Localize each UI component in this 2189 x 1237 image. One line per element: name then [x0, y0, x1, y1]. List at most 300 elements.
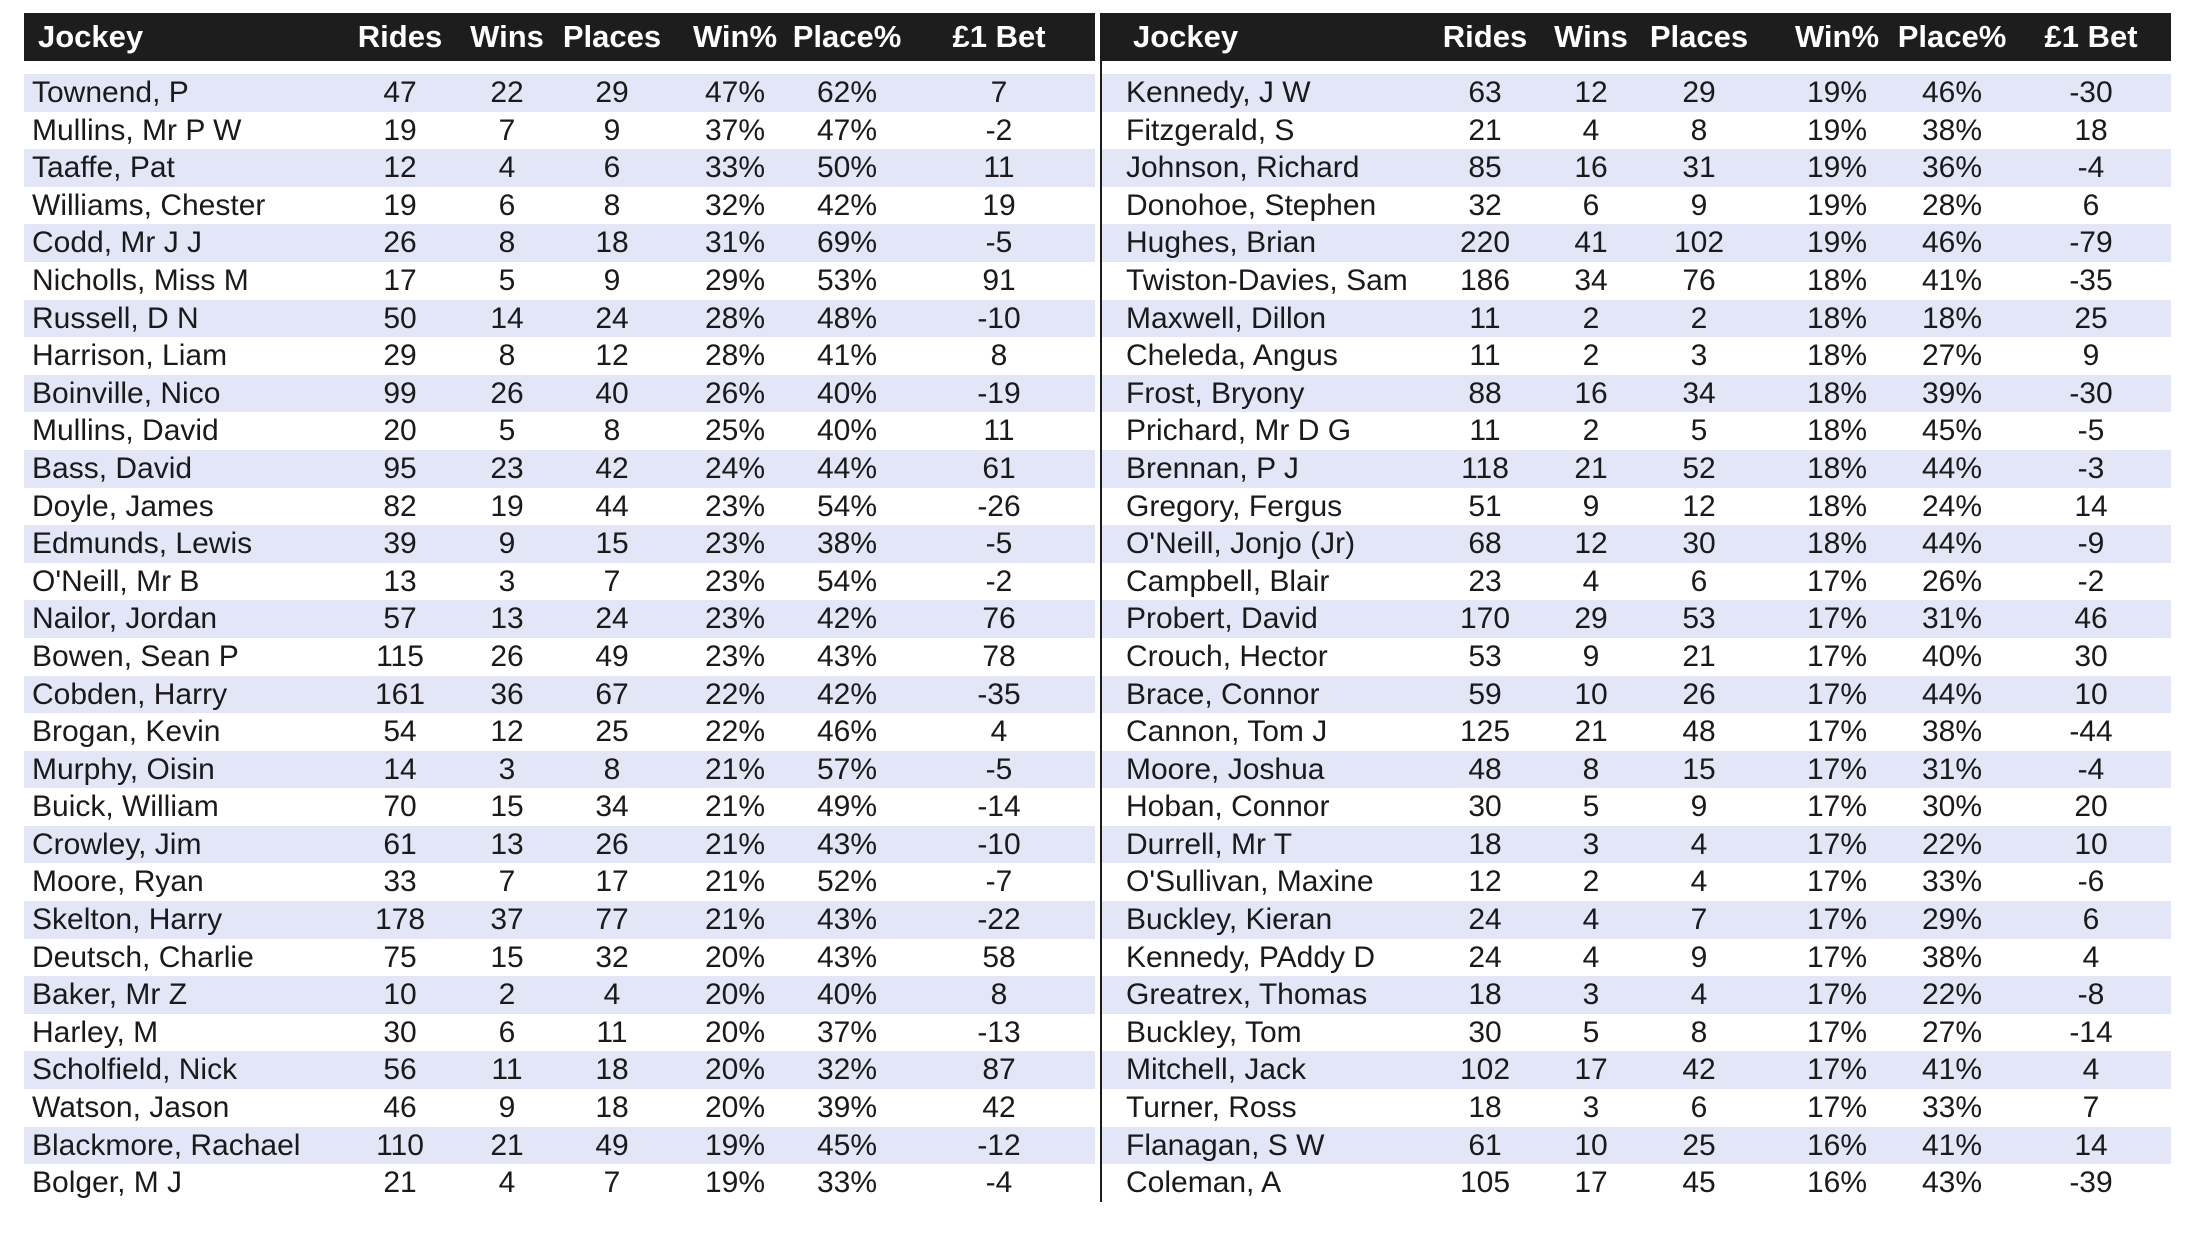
jockey-cell: Gregory, Fergus [1126, 489, 1343, 523]
win-pct-cell: 17% [1806, 940, 1868, 974]
wins-cell: 13 [490, 827, 524, 861]
table-row [1102, 1127, 2171, 1165]
jockey-cell: Turner, Ross [1126, 1091, 1297, 1125]
table-row [1102, 600, 2171, 638]
jockey-cell: O'Neill, Jonjo (Jr) [1126, 527, 1356, 561]
jockey-cell: Mullins, Mr P W [32, 113, 242, 147]
bet-cell: 8 [990, 339, 1008, 373]
rides-cell: 11 [1469, 301, 1501, 335]
place-pct-cell: 36% [1921, 151, 1983, 185]
jockey-cell: Moore, Ryan [32, 865, 204, 899]
place-pct-cell: 50% [816, 151, 878, 185]
places-cell: 53 [1682, 602, 1716, 636]
left-header-row [24, 13, 1095, 61]
jockey-cell: Maxwell, Dillon [1126, 301, 1327, 335]
table-row [1102, 149, 2171, 187]
bet-cell: 6 [2082, 188, 2100, 222]
bet-cell: 14 [2074, 1128, 2108, 1162]
place-pct-cell: 24% [1921, 489, 1983, 523]
bet-cell: 14 [2074, 489, 2108, 523]
win-pct-cell: 19% [1806, 188, 1868, 222]
rides-cell: 59 [1468, 677, 1502, 711]
bet-cell: -4 [2077, 752, 2105, 786]
wins-cell: 14 [490, 301, 524, 335]
win-pct-cell: 20% [704, 1053, 766, 1087]
wins-cell: 41 [1574, 226, 1608, 260]
bet-cell: -10 [977, 301, 1021, 335]
table-row [1102, 976, 2171, 1014]
jockey-cell: Mullins, David [32, 414, 219, 448]
table-row [24, 525, 1095, 563]
table-row [1102, 112, 2171, 150]
rides-cell: 63 [1468, 76, 1502, 109]
places-cell: 8 [1690, 113, 1708, 147]
wins-cell: 3 [1582, 827, 1600, 861]
place-pct-cell: 54% [816, 564, 878, 598]
rides-cell: 54 [383, 715, 417, 749]
places-cell: 8 [603, 188, 621, 222]
places-cell: 8 [1690, 1015, 1708, 1049]
jockey-cell: Cannon, Tom J [1126, 715, 1328, 749]
header-win-pct: Win% [692, 19, 778, 54]
places-cell: 8 [603, 752, 621, 786]
bet-cell: -7 [985, 865, 1013, 899]
jockey-cell: Harley, M [32, 1015, 159, 1049]
place-pct-cell: 33% [1921, 1091, 1983, 1125]
place-pct-cell: 27% [1921, 339, 1983, 373]
rides-cell: 39 [383, 527, 417, 561]
win-pct-cell: 24% [704, 451, 766, 485]
bet-cell: -79 [2069, 226, 2113, 260]
table-row [24, 262, 1095, 300]
place-pct-cell: 40% [816, 376, 878, 410]
rides-cell: 17 [383, 263, 417, 297]
rides-cell: 75 [383, 940, 417, 974]
bet-cell: -19 [977, 376, 1021, 410]
table-row [24, 112, 1095, 150]
table-row [24, 488, 1095, 526]
place-pct-cell: 46% [816, 715, 878, 749]
win-pct-cell: 17% [1806, 1015, 1868, 1049]
table-row [24, 300, 1095, 338]
bet-cell: -5 [985, 752, 1013, 786]
wins-cell: 12 [1574, 527, 1608, 561]
wins-cell: 6 [1582, 188, 1600, 222]
jockey-cell: Watson, Jason [32, 1091, 230, 1125]
place-pct-cell: 69% [816, 226, 878, 260]
bet-cell: -30 [2069, 376, 2113, 410]
places-cell: 7 [1690, 903, 1708, 937]
bet-cell: -14 [977, 790, 1021, 824]
jockey-cell: Brace, Connor [1126, 677, 1320, 711]
places-cell: 24 [595, 301, 629, 335]
win-pct-cell: 17% [1806, 978, 1868, 1012]
rides-cell: 70 [383, 790, 417, 824]
wins-cell: 3 [498, 564, 516, 598]
place-pct-cell: 41% [1921, 1128, 1983, 1162]
places-cell: 7 [603, 564, 621, 598]
wins-cell: 36 [490, 677, 524, 711]
table-row [24, 337, 1095, 375]
table-row [24, 74, 1095, 112]
wins-cell: 21 [1574, 715, 1608, 749]
places-cell: 32 [595, 940, 629, 974]
places-cell: 15 [595, 527, 629, 561]
place-pct-cell: 31% [1921, 752, 1983, 786]
jockey-cell: Cobden, Harry [32, 677, 228, 711]
table-row [1102, 525, 2171, 563]
table-row [1102, 751, 2171, 789]
places-cell: 12 [595, 339, 629, 373]
header-rides: Rides [357, 19, 443, 54]
rides-cell: 11 [1469, 414, 1501, 448]
place-pct-cell: 26% [1921, 564, 1983, 598]
bet-cell: 6 [2082, 903, 2100, 937]
rides-cell: 24 [1468, 903, 1502, 937]
jockey-cell: Crowley, Jim [32, 827, 202, 861]
rides-cell: 50 [383, 301, 417, 335]
win-pct-cell: 17% [1806, 564, 1868, 598]
rides-cell: 13 [383, 564, 417, 598]
header-bet: £1 Bet [2044, 19, 2138, 54]
bet-cell: 46 [2074, 602, 2108, 636]
jockey-cell: Russell, D N [32, 301, 199, 335]
jockey-cell: Donohoe, Stephen [1126, 188, 1377, 222]
table-row [24, 788, 1095, 826]
places-cell: 9 [603, 263, 621, 297]
bet-cell: -44 [2069, 715, 2113, 749]
rides-cell: 30 [1468, 1015, 1502, 1049]
places-cell: 4 [1690, 827, 1708, 861]
places-cell: 18 [595, 226, 629, 260]
win-pct-cell: 18% [1806, 527, 1868, 561]
places-cell: 34 [595, 790, 629, 824]
table-row [1102, 863, 2171, 901]
win-pct-cell: 16% [1806, 1128, 1868, 1162]
jockey-cell: Boinville, Nico [32, 376, 221, 410]
jockey-cell: Buckley, Kieran [1126, 903, 1333, 937]
rides-cell: 68 [1468, 527, 1502, 561]
wins-cell: 21 [1574, 451, 1608, 485]
places-cell: 18 [595, 1053, 629, 1087]
table-row [1102, 638, 2171, 676]
jockey-cell: Williams, Chester [32, 188, 266, 222]
jockey-cell: Harrison, Liam [32, 339, 228, 373]
win-pct-cell: 17% [1806, 1091, 1868, 1125]
places-cell: 48 [1682, 715, 1716, 749]
place-pct-cell: 42% [816, 188, 878, 222]
bet-cell: -30 [2069, 76, 2113, 109]
bet-cell: -2 [985, 564, 1013, 598]
places-cell: 44 [595, 489, 629, 523]
rides-cell: 51 [1468, 489, 1502, 523]
rides-cell: 61 [383, 827, 417, 861]
bet-cell: 10 [2074, 677, 2108, 711]
place-pct-cell: 43% [816, 903, 878, 937]
rides-cell: 170 [1459, 602, 1511, 636]
table-row [1102, 1014, 2171, 1052]
place-pct-cell: 33% [1921, 865, 1983, 899]
wins-cell: 5 [1582, 790, 1600, 824]
win-pct-cell: 18% [1806, 489, 1868, 523]
jockey-cell: Hughes, Brian [1126, 226, 1317, 260]
jockey-cell: Deutsch, Charlie [32, 940, 254, 974]
places-cell: 6 [603, 151, 621, 185]
rides-cell: 18 [1468, 827, 1502, 861]
win-pct-cell: 18% [1806, 414, 1868, 448]
places-cell: 24 [595, 602, 629, 636]
rides-cell: 26 [383, 226, 417, 260]
jockey-cell: Doyle, James [32, 489, 214, 523]
rides-cell: 21 [383, 1166, 417, 1200]
places-cell: 76 [1682, 263, 1716, 297]
table-row [24, 563, 1095, 601]
bet-cell: -5 [2077, 414, 2105, 448]
places-cell: 26 [1682, 677, 1716, 711]
bet-cell: 25 [2074, 301, 2108, 335]
bet-cell: -3 [2077, 451, 2105, 485]
win-pct-cell: 20% [704, 1091, 766, 1125]
rides-cell: 30 [383, 1015, 417, 1049]
header-jockey: Jockey [38, 19, 144, 54]
rides-cell: 19 [383, 188, 417, 222]
win-pct-cell: 18% [1806, 339, 1868, 373]
table-row [24, 149, 1095, 187]
bet-cell: 78 [982, 639, 1016, 673]
place-pct-cell: 37% [816, 1015, 878, 1049]
place-pct-cell: 43% [816, 827, 878, 861]
wins-cell: 2 [498, 978, 516, 1012]
bet-cell: 7 [990, 76, 1008, 109]
wins-cell: 3 [1582, 1091, 1600, 1125]
wins-cell: 5 [498, 414, 516, 448]
win-pct-cell: 23% [704, 639, 766, 673]
place-pct-cell: 43% [816, 940, 878, 974]
place-pct-cell: 43% [1921, 1166, 1983, 1200]
bet-cell: 9 [2082, 339, 2100, 373]
header-jockey: Jockey [1133, 19, 1239, 54]
bet-cell: 42 [982, 1091, 1016, 1125]
table-row [24, 638, 1095, 676]
wins-cell: 26 [490, 639, 524, 673]
header-rides: Rides [1442, 19, 1528, 54]
win-pct-cell: 47% [704, 76, 766, 109]
rides-cell: 102 [1459, 1053, 1511, 1087]
win-pct-cell: 17% [1806, 602, 1868, 636]
win-pct-cell: 28% [704, 339, 766, 373]
places-cell: 30 [1682, 527, 1716, 561]
win-pct-cell: 28% [704, 301, 766, 335]
rides-cell: 95 [383, 451, 417, 485]
places-cell: 7 [603, 1166, 621, 1200]
table-row [24, 412, 1095, 450]
places-cell: 25 [595, 715, 629, 749]
wins-cell: 7 [498, 865, 516, 899]
win-pct-cell: 32% [704, 188, 766, 222]
wins-cell: 9 [498, 1091, 516, 1125]
place-pct-cell: 38% [1921, 715, 1983, 749]
wins-cell: 7 [498, 113, 516, 147]
wins-cell: 3 [1582, 978, 1600, 1012]
bet-cell: -12 [977, 1128, 1021, 1162]
wins-cell: 2 [1582, 414, 1600, 448]
place-pct-cell: 40% [816, 414, 878, 448]
places-cell: 12 [1682, 489, 1716, 523]
places-cell: 49 [595, 639, 629, 673]
table-row [24, 187, 1095, 225]
table-row [1102, 412, 2171, 450]
win-pct-cell: 18% [1806, 376, 1868, 410]
wins-cell: 12 [490, 715, 524, 749]
table-row [24, 863, 1095, 901]
bet-cell: -5 [985, 226, 1013, 260]
wins-cell: 37 [490, 903, 524, 937]
rides-cell: 57 [383, 602, 417, 636]
jockey-cell: Cheleda, Angus [1126, 339, 1338, 373]
rides-cell: 82 [383, 489, 417, 523]
rides-cell: 23 [1468, 564, 1502, 598]
places-cell: 17 [595, 865, 629, 899]
header-place-pct: Place% [1897, 19, 2007, 54]
rides-cell: 99 [383, 376, 417, 410]
places-cell: 4 [1690, 865, 1708, 899]
bet-cell: 87 [982, 1053, 1016, 1087]
wins-cell: 15 [490, 940, 524, 974]
place-pct-cell: 43% [816, 639, 878, 673]
table-row [1102, 939, 2171, 977]
place-pct-cell: 47% [816, 113, 878, 147]
bet-cell: -10 [977, 827, 1021, 861]
places-cell: 8 [603, 414, 621, 448]
places-cell: 42 [1682, 1053, 1716, 1087]
places-cell: 5 [1690, 414, 1708, 448]
jockey-cell: Nailor, Jordan [32, 602, 218, 636]
wins-cell: 4 [1582, 564, 1600, 598]
right-table [1100, 13, 2171, 1202]
rides-cell: 48 [1468, 752, 1502, 786]
table-row [24, 939, 1095, 977]
rides-cell: 125 [1459, 715, 1511, 749]
bet-cell: 4 [2082, 940, 2100, 974]
win-pct-cell: 18% [1806, 301, 1868, 335]
wins-cell: 16 [1574, 376, 1608, 410]
jockey-cell: Scholfield, Nick [32, 1053, 238, 1087]
table-row [24, 224, 1095, 262]
jockey-cell: Brogan, Kevin [32, 715, 221, 749]
bet-cell: -39 [2069, 1166, 2113, 1200]
wins-cell: 4 [1582, 903, 1600, 937]
bet-cell: 20 [2074, 790, 2108, 824]
win-pct-cell: 19% [1806, 113, 1868, 147]
place-pct-cell: 44% [816, 451, 878, 485]
header-places: Places [562, 19, 662, 54]
place-pct-cell: 22% [1921, 827, 1983, 861]
wins-cell: 17 [1574, 1053, 1608, 1087]
table-row [1102, 337, 2171, 375]
wins-cell: 9 [1582, 639, 1600, 673]
places-cell: 45 [1682, 1166, 1716, 1200]
table-row [1102, 901, 2171, 939]
place-pct-cell: 44% [1921, 451, 1983, 485]
places-cell: 29 [595, 76, 629, 109]
win-pct-cell: 17% [1806, 865, 1868, 899]
rides-cell: 105 [1459, 1166, 1511, 1200]
win-pct-cell: 20% [704, 978, 766, 1012]
wins-cell: 13 [490, 602, 524, 636]
table-row [24, 1127, 1095, 1165]
jockey-cell: Mitchell, Jack [1126, 1053, 1307, 1087]
place-pct-cell: 31% [1921, 602, 1983, 636]
place-pct-cell: 49% [816, 790, 878, 824]
jockey-cell: Probert, David [1126, 602, 1318, 636]
bet-cell: 76 [982, 602, 1016, 636]
rides-cell: 115 [376, 639, 424, 673]
rides-cell: 88 [1468, 376, 1502, 410]
jockey-cell: Skelton, Harry [32, 903, 223, 937]
win-pct-cell: 19% [704, 1166, 766, 1200]
jockey-cell: Buckley, Tom [1126, 1015, 1302, 1049]
wins-cell: 22 [490, 76, 524, 109]
bet-cell: -35 [2069, 263, 2113, 297]
wins-cell: 2 [1582, 301, 1600, 335]
rides-cell: 29 [383, 339, 417, 373]
rides-cell: 186 [1459, 263, 1511, 297]
wins-cell: 15 [490, 790, 524, 824]
bet-cell: -35 [977, 677, 1021, 711]
table-row [1102, 826, 2171, 864]
rides-cell: 10 [383, 978, 417, 1012]
rides-cell: 18 [1468, 978, 1502, 1012]
win-pct-cell: 23% [704, 602, 766, 636]
places-cell: 52 [1682, 451, 1716, 485]
header-wins: Wins [1554, 19, 1628, 54]
place-pct-cell: 27% [1921, 1015, 1983, 1049]
bet-cell: -13 [977, 1015, 1021, 1049]
bet-cell: 4 [990, 715, 1008, 749]
place-pct-cell: 57% [816, 752, 878, 786]
places-cell: 9 [1690, 940, 1708, 974]
win-pct-cell: 22% [704, 677, 766, 711]
win-pct-cell: 31% [704, 226, 766, 260]
win-pct-cell: 17% [1806, 715, 1868, 749]
wins-cell: 6 [498, 1015, 516, 1049]
bet-cell: 7 [2082, 1091, 2100, 1125]
jockey-cell: Coleman, A [1126, 1166, 1282, 1200]
jockey-cell: Bowen, Sean P [32, 639, 239, 673]
bet-cell: -4 [985, 1166, 1013, 1200]
wins-cell: 26 [490, 376, 524, 410]
bet-cell: 30 [2074, 639, 2108, 673]
wins-cell: 6 [498, 188, 516, 222]
place-pct-cell: 54% [816, 489, 878, 523]
place-pct-cell: 46% [1921, 226, 1983, 260]
jockey-cell: Bolger, M J [32, 1166, 183, 1200]
table-row [24, 450, 1095, 488]
table-row [1102, 1164, 2171, 1202]
jockey-cell: Bass, David [32, 451, 193, 485]
place-pct-cell: 28% [1921, 188, 1983, 222]
jockey-cell: Johnson, Richard [1126, 151, 1360, 185]
place-pct-cell: 44% [1921, 527, 1983, 561]
header-win-pct: Win% [1794, 19, 1880, 54]
place-pct-cell: 38% [1921, 940, 1983, 974]
table-row [24, 751, 1095, 789]
place-pct-cell: 44% [1921, 677, 1983, 711]
places-cell: 26 [595, 827, 629, 861]
table-row [24, 976, 1095, 1014]
place-pct-cell: 40% [1921, 639, 1983, 673]
win-pct-cell: 33% [704, 151, 766, 185]
